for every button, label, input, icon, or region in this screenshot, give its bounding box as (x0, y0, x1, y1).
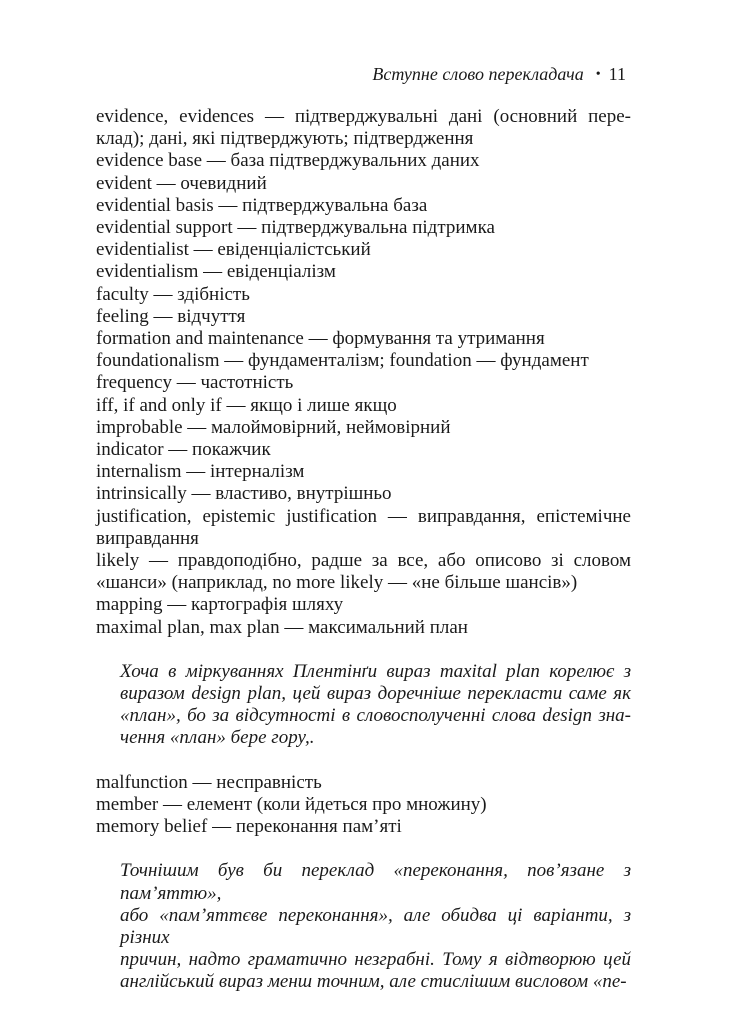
entry-line: evidential basis — підтверджувальна база (96, 194, 428, 216)
glossary-entry (96, 461, 631, 483)
entry-line: justification, epistemic justification — виправдання, епістемічне (96, 505, 631, 527)
entry-line: feeling — відчуття (96, 305, 246, 327)
glossary-entry (96, 328, 631, 350)
glossary-entries-group-2 (96, 772, 631, 839)
glossary-entry (96, 306, 631, 328)
entry-line: memory belief — переконання пам’яті (96, 816, 402, 838)
glossary-entry (96, 506, 631, 550)
glossary-entry (96, 350, 631, 372)
page-number: 11 (608, 64, 626, 84)
glossary-entry (96, 217, 631, 239)
glossary-entry (96, 439, 631, 461)
glossary-entry (96, 816, 631, 838)
entry-line: improbable — малоймовірний, неймовірний (96, 416, 451, 438)
entry-line: foundationalism — фундаменталізм; foundation — фундамент (96, 350, 589, 372)
entry-line: internalism — інтерналізм (96, 461, 305, 483)
entry-line: intrinsically — властиво, внутрішньо (96, 483, 392, 505)
glossary-body (96, 106, 631, 994)
glossary-entry (96, 550, 631, 594)
translator-note (96, 860, 631, 993)
entry-line: evidence base — база підтверджувальних даних (96, 150, 480, 172)
glossary-entry (96, 195, 631, 217)
translator-note (96, 661, 631, 750)
glossary-entry (96, 483, 631, 505)
entry-line: frequency — частотність (96, 372, 294, 394)
entry-line: evidential support — підтверджувальна підтримка (96, 217, 495, 239)
glossary-entry (96, 617, 631, 639)
entry-line: evidentialism — евіденціалізм (96, 261, 336, 283)
running-head (372, 64, 626, 85)
note-line: виразом design plan, цей вираз доречніше перекласти саме як (120, 683, 631, 705)
entry-line: malfunction — несправність (96, 771, 322, 793)
bullet-separator: • (595, 67, 601, 82)
note-line: Точнішим був би переклад «переконання, пов’язане з пам’яттю», (120, 860, 631, 904)
glossary-entry (96, 772, 631, 794)
entry-line: indicator — покажчик (96, 439, 271, 461)
glossary-entry (96, 417, 631, 439)
running-head-title: Вступне слово перекладача (372, 64, 584, 84)
note-line: чення «план» бере гору,. (120, 727, 315, 749)
glossary-entry (96, 106, 631, 150)
entry-line: iff, if and only if — якщо і лише якщо (96, 394, 397, 416)
entry-line: maximal plan, max plan — максимальний план (96, 616, 468, 638)
note-line: або «пам’яттєве переконання», але обидва ці варіанти, з різних (120, 904, 631, 948)
entry-line: виправдання (96, 527, 199, 549)
note-line: Хоча в міркуваннях Плентінґи вираз maxital plan корелює з (120, 660, 631, 682)
entry-line: member — елемент (коли йдеться про множину) (96, 793, 487, 815)
glossary-entry (96, 395, 631, 417)
note-line: причин, надто граматично незграбні. Тому я відтворюю цей (120, 949, 631, 971)
entry-line: faculty — здібність (96, 283, 250, 305)
note-line: «план», бо за відсутності в словосполученні слова design зна- (120, 705, 631, 727)
glossary-entry (96, 284, 631, 306)
glossary-entries-group-1 (96, 106, 631, 639)
glossary-entry (96, 261, 631, 283)
entry-line: «шанси» (наприклад, no more likely — «не більше шансів») (96, 572, 578, 594)
entry-line: evident — очевидний (96, 172, 267, 194)
entry-line: likely — правдоподібно, радше за все, або описово зі словом (96, 550, 631, 572)
glossary-entry (96, 794, 631, 816)
glossary-entry (96, 594, 631, 616)
entry-line: evidence, evidences — підтверджувальні дані (основний пере- (96, 106, 631, 127)
entry-line: клад); дані, які підтверджують; підтвердження (96, 128, 474, 150)
note-line: англійський вираз менш точним, але стислішим висловом «пе- (120, 971, 627, 993)
entry-line: evidentialist — евіденціалістський (96, 239, 371, 261)
glossary-entry (96, 239, 631, 261)
glossary-entry (96, 173, 631, 195)
glossary-entry (96, 372, 631, 394)
entry-line: mapping — картографія шляху (96, 594, 344, 616)
entry-line: formation and maintenance — формування та утримання (96, 328, 545, 350)
glossary-entry (96, 150, 631, 172)
